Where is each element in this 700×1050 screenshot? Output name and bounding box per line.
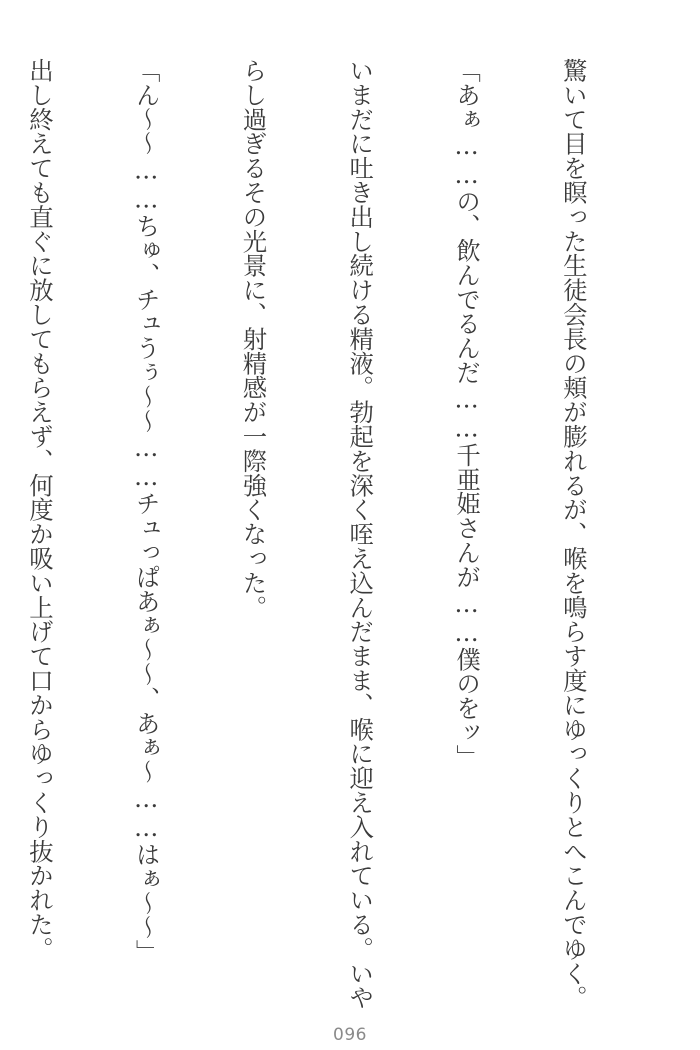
body-text bbox=[0, 58, 662, 1010]
text-line: らし過ぎるその光景に、射精感が一際強くなった。 bbox=[238, 58, 268, 620]
text-line: いまだに吐き出し続ける精液。勃起を深く咥え込んだまま、喉に迎え入れている。いや bbox=[345, 58, 375, 1010]
text-line: 驚いて目を瞑った生徒会長の頬が膨れるが、喉を鳴らす度にゆっくりとへこんでゆく。 bbox=[558, 58, 588, 1010]
text-line: 「あぁ……の、飲んでるんだ……千亜姫さんが……僕のをッ」 bbox=[452, 58, 482, 769]
page-number: 096 bbox=[333, 1025, 367, 1045]
text-line: 「ん～～……ちゅ、チュうぅ～～……チュっぱあぁ～～、あぁ～……はぁ～～」 bbox=[131, 58, 161, 964]
text-line: 出し終えても直ぐに放してもらえず、何度か吸い上げて口からゆっくり抜かれた。 bbox=[24, 58, 54, 961]
